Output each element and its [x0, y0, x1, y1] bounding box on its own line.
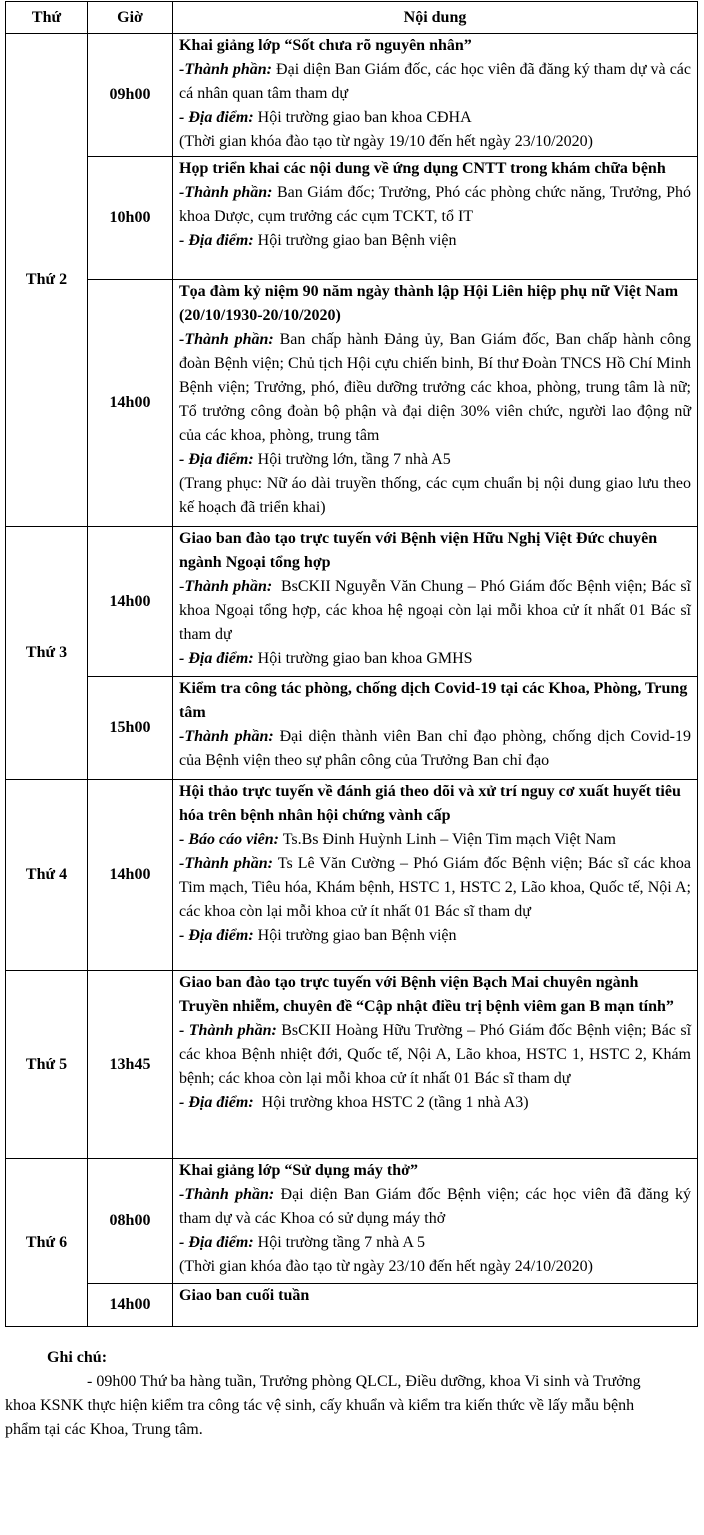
detail-text: BsCKII Hoàng Hữu Trường – Phó Giám đốc Bệnh viện; Bác sĩ các khoa Bệnh nhiệt đới, Quốc tế, Nội A, Lão khoa, HSTC 1, HSTC 2, Khám bệnh; các khoa còn lại mỗi khoa cử ít nhất 01 Bác sĩ tham dự — [179, 1022, 696, 1087]
event-title: Giao ban đào tạo trực tuyến với Bệnh viện Bạch Mai chuyên ngành Truyền nhiễm, chuyên đề “Cập nhật điều trị bệnh viêm gan B mạn tính” — [179, 974, 674, 1015]
content-cell — [173, 527, 698, 677]
schedule-row — [6, 280, 698, 527]
detail-label: -Thành phần: — [179, 331, 274, 348]
event-detail-line — [179, 725, 696, 773]
time-cell: 13h45 — [88, 971, 173, 1159]
detail-label: -Thành phần: — [179, 184, 273, 201]
detail-text: Đại diện thành viên Ban chỉ đạo phòng, chống dịch Covid-19 của Bệnh viện theo sự phân công của Trưởng Ban chỉ đạo — [179, 728, 696, 769]
detail-label: - Địa điểm: — [179, 927, 254, 944]
detail-label: -Thành phần: — [179, 61, 272, 78]
detail-label: - Địa điểm: — [179, 1234, 254, 1251]
day-cell: Thứ 3 — [6, 527, 88, 780]
event-title: Họp triển khai các nội dung về ứng dụng CNTT trong khám chữa bệnh — [179, 160, 666, 177]
schedule-row — [6, 677, 698, 780]
event-detail-line — [179, 828, 691, 852]
event-title: Hội thảo trực tuyến về đánh giá theo dõi và xử trí nguy cơ xuất huyết tiêu hóa trên bệnh nhân hội chứng vành cấp — [179, 783, 681, 824]
schedule-body — [6, 34, 698, 1327]
header-day: Thứ — [6, 2, 88, 34]
day-cell: Thứ 2 — [6, 34, 88, 527]
time-cell: 08h00 — [88, 1159, 173, 1284]
schedule-row — [6, 34, 698, 157]
time-cell: 14h00 — [88, 1284, 173, 1327]
detail-text: Ban chấp hành Đảng ủy, Ban Giám đốc, Ban chấp hành công đoàn Bệnh viện; Chủ tịch Hội cựu chiến binh, Bí thư Đoàn TNCS Hồ Chí Minh Bệnh viện; Trưởng, phó, điều dưỡng trưởng các khoa, phòng, trung tâm là nữ; Tổ trưởng công đoàn bộ phận và đại diện 30% viên chức, người lao động nữ của các khoa, phòng, trung tâm — [179, 331, 696, 444]
detail-text: Ts.Bs Đinh Huỳnh Linh – Viện Tim mạch Việt Nam — [278, 831, 616, 848]
content-cell — [173, 971, 698, 1159]
content-cell — [173, 780, 698, 971]
detail-label: - Địa điểm: — [179, 650, 254, 667]
detail-label: Thành phần: — [184, 578, 273, 595]
time-cell: 14h00 — [88, 280, 173, 527]
time-cell: 09h00 — [88, 34, 173, 157]
detail-text: BsCKII Nguyễn Văn Chung – Phó Giám đốc Bệnh viện; Bác sĩ khoa Ngoại tổng hợp, các khoa hệ ngoại còn lại mỗi khoa cử ít nhất 01 Bác sĩ tham dự — [179, 578, 695, 643]
detail-text: Hội trường giao ban khoa CĐHA — [253, 109, 472, 126]
detail-text: Hội trường khoa HSTC 2 (tầng 1 nhà A3) — [253, 1094, 529, 1111]
event-detail-line — [179, 647, 691, 671]
content-cell — [173, 1284, 698, 1327]
day-cell: Thứ 5 — [6, 971, 88, 1159]
detail-label: - Địa điểm: — [179, 1094, 254, 1111]
detail-label: - Địa điểm: — [179, 451, 254, 468]
event-detail-line — [179, 1091, 691, 1115]
event-detail-line — [179, 229, 691, 253]
event-detail-line — [179, 472, 695, 520]
detail-label: - Báo cáo viên: — [179, 831, 279, 848]
note-text: - 09h00 Thứ ba hàng tuần, Trưởng phòng QLCL, Điều dưỡng, khoa Vi sinh và Trưởng khoa KSNK thực hiện kiểm tra công tác vệ sinh, cấy khuẩn và kiểm tra kiến thức về lấy mẫu bệnh phẩm tại các Khoa, Trung tâm. — [5, 1373, 641, 1438]
detail-label: -Thành phần: — [179, 728, 274, 745]
content-cell — [173, 1159, 698, 1284]
event-title: Kiểm tra công tác phòng, chống dịch Covid-19 tại các Khoa, Phòng, Trung tâm — [179, 680, 688, 721]
event-detail-line — [179, 130, 691, 154]
event-detail-line — [179, 575, 695, 647]
event-title: Khai giảng lớp “Sốt chưa rõ nguyên nhân” — [179, 37, 472, 54]
header-content: Nội dung — [173, 2, 698, 34]
detail-text: Hội trường giao ban khoa GMHS — [253, 650, 473, 667]
day-cell: Thứ 6 — [6, 1159, 88, 1327]
time-cell: 14h00 — [88, 780, 173, 971]
event-title: Khai giảng lớp “Sử dụng máy thở” — [179, 1162, 418, 1179]
detail-text: Hội trường lớn, tầng 7 nhà A5 — [253, 451, 451, 468]
schedule-row — [6, 1159, 698, 1284]
schedule-row — [6, 1284, 698, 1327]
detail-label: - Địa điểm: — [179, 109, 254, 126]
detail-label: - Địa điểm: — [179, 232, 254, 249]
header-time: Giờ — [88, 2, 173, 34]
event-detail-line — [179, 1231, 691, 1255]
day-cell: Thứ 4 — [6, 780, 88, 971]
schedule-row — [6, 780, 698, 971]
detail-label: -Thành phần: — [179, 1186, 275, 1203]
event-title: Giao ban cuối tuần — [179, 1287, 310, 1304]
event-detail-line — [179, 58, 696, 106]
detail-text: Ts Lê Văn Cường – Phó Giám đốc Bệnh viện; Bác sĩ các khoa Tim mạch, Tiêu hóa, Khám bệnh, HSTC 1, HSTC 2, Lão khoa, Quốc tế, Nội A; các khoa còn lại mỗi khoa cử ít nhất 01 Bác sĩ tham dự — [179, 855, 695, 920]
content-cell — [173, 280, 698, 527]
detail-label: -Thành phần: — [179, 855, 273, 872]
schedule-row — [6, 527, 698, 677]
event-detail-line — [179, 1019, 696, 1091]
detail-text: Hội trường tầng 7 nhà A 5 — [253, 1234, 425, 1251]
schedule-table — [5, 1, 698, 1327]
note-heading: Ghi chú: — [47, 1349, 108, 1366]
detail-text: (Thời gian khóa đào tạo từ ngày 23/10 đến hết ngày 24/10/2020) — [179, 1258, 593, 1275]
time-cell: 15h00 — [88, 677, 173, 780]
time-cell: 14h00 — [88, 527, 173, 677]
detail-text: (Thời gian khóa đào tạo từ ngày 19/10 đến hết ngày 23/10/2020) — [179, 133, 593, 150]
note-section — [5, 1346, 655, 1442]
event-detail-line — [179, 181, 695, 229]
event-detail-line — [179, 328, 696, 448]
event-detail-line — [179, 448, 691, 472]
detail-text: Hội trường giao ban Bệnh viện — [253, 927, 457, 944]
header-row — [6, 2, 698, 34]
detail-label: - Thành phần: — [179, 1022, 277, 1039]
event-title: Giao ban đào tạo trực tuyến với Bệnh viện Hữu Nghị Việt Đức chuyên ngành Ngoại tổng hợp — [179, 530, 658, 571]
detail-text: Đại diện Ban Giám đốc Bệnh viện; các học viên đã đăng ký tham dự và các Khoa có sử dụng máy thở — [179, 1186, 695, 1227]
content-cell — [173, 157, 698, 280]
time-cell: 10h00 — [88, 157, 173, 280]
detail-text: Hội trường giao ban Bệnh viện — [253, 232, 457, 249]
event-detail-line — [179, 924, 691, 948]
schedule-row — [6, 971, 698, 1159]
content-cell — [173, 34, 698, 157]
event-detail-line — [179, 852, 695, 924]
content-cell — [173, 677, 698, 780]
detail-text: (Trang phục: Nữ áo dài truyền thống, các cụm chuẩn bị nội dung giao lưu theo kế hoạch đã triển khai) — [179, 475, 695, 516]
detail-text: Ban Giám đốc; Trưởng, Phó các phòng chức năng, Trưởng, Phó khoa Dược, cụm trưởng các cụm TCKT, tổ IT — [179, 184, 695, 225]
event-detail-line — [179, 1255, 691, 1279]
detail-text: Đại diện Ban Giám đốc, các học viên đã đăng ký tham dự và các cá nhân quan tâm tham dự — [179, 61, 696, 102]
schedule-row — [6, 157, 698, 280]
event-detail-line — [179, 1183, 695, 1231]
detail-prefix: - — [179, 578, 185, 595]
event-title: Tọa đàm kỷ niệm 90 năm ngày thành lập Hội Liên hiệp phụ nữ Việt Nam (20/10/1930-20/10/2020) — [179, 283, 679, 324]
event-detail-line — [179, 106, 691, 130]
